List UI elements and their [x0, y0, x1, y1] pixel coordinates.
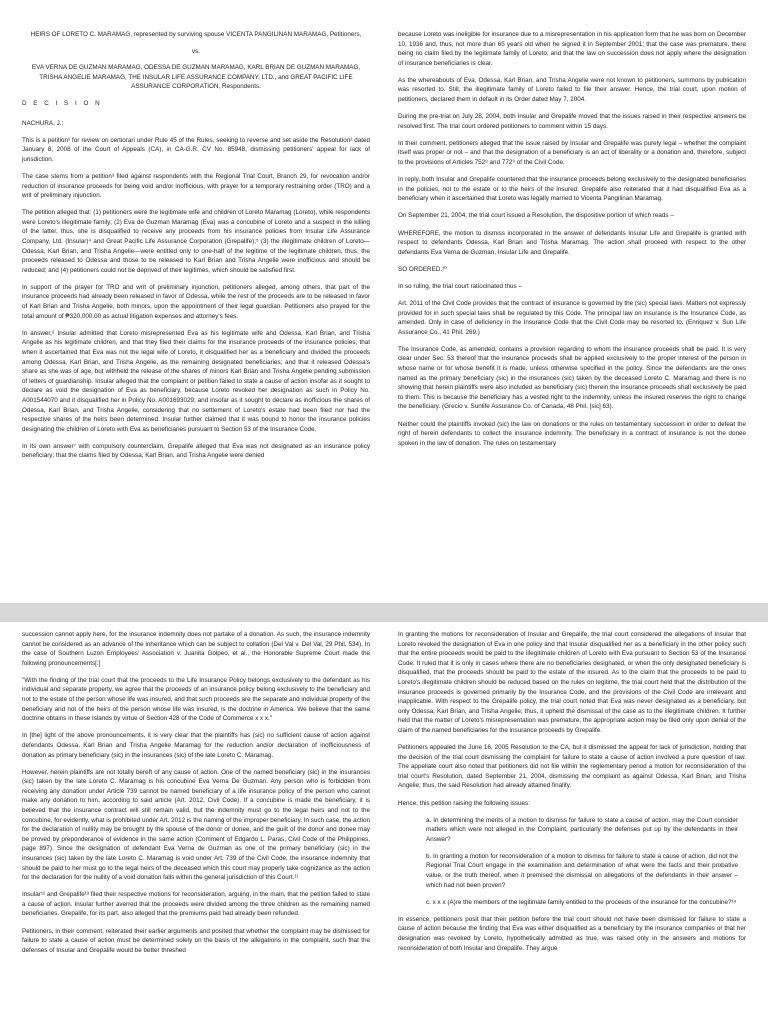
page-2-right-column	[398, 630, 746, 963]
paragraph: SO ORDERED.¹⁰	[398, 265, 447, 273]
paragraph: b. In granting a motion for reconsideration of a motion to dismiss for failure to state a cause of action, did not the Regional Trial Court engage in the examination and determination of what were the facts and their probative value, or the truth thereof, when it premised the dismissal on allegations of the defendants in their answer – which had not been proven?	[426, 852, 738, 889]
paragraph: succession cannot apply here, for the insurance indemnity does not partake of a donation. As such, the insurance indemnity cannot be considered as an advance of the inheritance which can be subject to collation (Del Val v. Del Val, 29 Phil. 534). In the case of Southern Luzon Employees' Association v. Juanita Golpeo, et al., the Honorable Supreme Court made the following pronouncements[:]	[22, 631, 370, 667]
paragraph: In so ruling, the trial court ratiocinated thus –	[398, 282, 522, 290]
paragraph: The petition alleged that: (1) petitioners were the legitimate wife and children of Loreto Maramag (Loreto), while respondents were Loreto's illegitimate family; (2) Eva de Guzman Maramag (Eva) was a concubine of Loreto and a suspect in the killing of the latter, thus, she is disqualified to receive any proceeds from his insurance policies from Insular Life Assurance Company, Ltd. (Insular)⁴ and Great Pacific Life Assurance Corporation (Grepalife);⁵ (3) the illegitimate children of Loreto—Odessa, Karl Brian, and Trisha Angelie—were entitled only to one-half of the legitime of the legitimate children, thus, the proceeds released to Odessa and those to be released to Karl Brian and Trisha Angelie were inofficious and should be reduced; and (4) petitioners could not be deprived of their legitimes, which should be satisfied first.	[22, 209, 370, 274]
section-heading: D E C I S I O N	[22, 99, 103, 107]
paragraph: In reply, both Insular and Grepalife countered that the insurance proceeds belong exclusively to the designated beneficiaries in the policies, not to the estate or to the heirs of the insured. Grepalife also reiterated that it had disqualified Eva as a beneficiary when it ascertained that Loreto was legally married to Vicenta Pangilinan Maramag.	[398, 176, 746, 203]
case-title: HEIRS OF LORETO C. MARAMAG, represented by surviving spouse VICENTA PANGILINAN MARAMAG, Petitioners,	[30, 31, 362, 38]
paragraph: NACHURA, J.:	[22, 119, 64, 127]
paragraph: During the pre-trial on July 28, 2004, both Insular and Grepalife moved that the issues raised in their respective answers be resolved first. The trial court ordered petitioners to comment within 15 days.	[398, 113, 746, 130]
paragraph: In support of the prayer for TRO and writ of preliminary injunction, petitioners alleged, among others, that part of the insurance proceeds had already been released in favor of Odessa, while the rest of the proceeds are to be released in favor of Karl Brian and Trisha Angelie, both minors, upon the appointment of their legal guardian. Petitioners also prayed for the total amount of ₱320,000.00 as actual litigation expenses and attorney's fees.	[22, 283, 370, 320]
paragraph: WHEREFORE, the motion to dismiss incorporated in the answer of defendants Insular Life and Grepalife is granted with respect to defendants Odessa, Karl Brian and Trisha Maramag. The action shall proceed with respect to the other defendants Eva Verna de Guzman, Insular Life and Grepalife.	[398, 229, 746, 256]
page-2-left-column	[22, 630, 370, 963]
paragraph: In granting the motions for reconsideration of Insular and Grepalife, the trial court considered the allegations of Insular that Loreto revoked the designation of Eva in one policy and that Insular disqualified her as a beneficiary in the other policy such that the entire proceeds would be paid to the illegitimate children of Loreto with Eva pursuant to Section 53 of the Insurance Code. It ruled that it is only in cases where there are no beneficiaries designated, or when the only designated beneficiary is disqualified, that the proceeds should be paid to the estate of the insured. As to the claim that the proceeds to be paid to Loreto's illegitimate children should be reduced based on the rules on legitime, the trial court held that the distribution of the insurance proceeds is governed primarily by the Insurance Code, and the provisions of the Civil Code are irrelevant and inapplicable. With respect to the Grepalife policy, the trial court noted that Eva was never designated as a beneficiary, but only Odessa, Karl Brian, and Trisha Angelie; thus, it upheld the dismissal of the case as to the illegitimate children. It further held that the matter of Loreto's misrepresentation was premature; the appropriate action may be filed only upon denial of the claim of the named beneficiaries for the insurance proceeds by Grepalife.	[398, 631, 746, 734]
paragraph: The Insurance Code, as amended, contains a provision regarding to whom the insurance proceeds shall be paid. It is very clear under Sec. 53 thereof that the insurance proceeds shall be applied exclusively to the proper interest of the person in whose name or for whose benefit it is made, unless otherwise specified in the policy. Since the defendants are the ones named as the primary beneficiary (sic) in the insurances (sic) taken by the deceased Loreto C. Maramag and there is no showing that herein plaintiffs were also included as beneficiary (sic) therein the insurance proceeds shall exclusively be paid to them. This is because the beneficiary has a vested right to the indemnity, unless the insured reserves the right to change the beneficiary. (Grecio v. Sunlife Assurance Co. of Canada, 48 Phil. [sic] 63).	[398, 345, 746, 411]
paragraph: Petitioners, in their comment, reiterated their earlier arguments and posited that whether the complaint may be dismissed for failure to state a cause of action must be determined solely on the basis of the allegations in the complaint, such that the defenses of Insular and Grepalife would be better threshed	[22, 927, 370, 954]
paragraph: because Loreto was ineligible for insurance due to a misrepresentation in his application form that he was born on December 10, 1936 and, thus, not more than 65 years old when he signed it in September 2001; that the case was premature, there being no claim filed by the legitimate family of Loreto; and that the law on succession does not apply where the designation of insurance beneficiaries is clear.	[398, 31, 746, 67]
paragraph: "With the finding of the trial court that the proceeds to the Life Insurance Policy belongs exclusively to the defendant as his individual and separate property, we agree that the proceeds of an insurance policy belong exclusively to the beneficiary and not to the estate of the person whose life was insured, and that such proceeds are the separate and individual property of the beneficiary and not of the heirs of the person whose life was insured, is the doctrine in America. We believe that the same doctrine obtains in these Islands by virtue of Section 428 of the Code of Commerce x x x."	[22, 676, 370, 723]
case-title: vs.	[191, 47, 201, 55]
paragraph: Neither could the plaintiffs invoked (sic) the law on donations or the rules on testamentary succession in order to defeat the right of herein defendants to collect the insurance indemnity. The beneficiary in a contract of insurance is not the donee spoken in the law of donation. The rules on testamentary	[398, 420, 746, 447]
paragraph: However, herein plaintiffs are not totally bereft of any cause of action. One of the named beneficiary (sic) in the insurances (sic) taken by the late Loreto C. Maramag is his concubine Eva Verna De Guzman. Any person who is forbidden from receiving any donation under Article 739 cannot be named beneficiary of a life insurance policy of the person who cannot make any donation to him, according to said article (Art. 2012, Civil Code). If a concubine is made the beneficiary, it is believed that the insurance contract will still remain valid, but the indemnity must go to the legal heirs and not to the concubine, for evidently, what is prohibited under Art. 2012 is the naming of the improper beneficiary. In such case, the action for the declaration of nullity may be brought by the spouse of the donor or donee, and the guilt of the donor and donee may be proved by preponderance of evidence in the same action (Comment of Edgardo L. Paras, Civil Code of the Philippines, page 897). Since the designation of defendant Eva Verna de Guzman as one of the primary beneficiary (sic) in the insurances (sic) taken by the late Loreto C. Maramag is void under Art. 739 of the Civil Code, the insurance indemnity that should be paid to her must go to the legal heirs of the deceased which this court may properly take cognizance as the action for the declaration for the nullity of a void donation falls within the general jurisdiction of this Court.¹¹	[22, 768, 370, 882]
paragraph: In its own answer⁷ with compulsory counterclaim, Grepalife alleged that Eva was not designated as an insurance policy beneficiary; that the claims filed by Odessa, Karl Brian, and Trisha Angelie were denied	[22, 442, 370, 460]
page-separator	[0, 603, 768, 622]
page-1-right-column	[398, 30, 746, 468]
paragraph: As the whereabouts of Eva, Odessa, Karl Brian, and Trisha Angelie were not known to petitioners, summons by publication was resorted to. Still, the illegitimate family of Loreto failed to file their answer. Hence, the trial court, upon motion of petitioners, declared them in default in its Order dated May 7, 2004.	[398, 76, 746, 104]
paragraph: This is a petition¹ for review on certiorari under Rule 45 of the Rules, seeking to reverse and set aside the Resolution² dated January 8, 2008 of the Court of Appeals (CA), in CA-G.R. CV No. 85948, dismissing petitioners' appeal for lack of jurisdiction.	[22, 136, 370, 163]
paragraph: Hence, this petition raising the following issues:	[398, 799, 530, 807]
paragraph: The case stems from a petition³ filed against respondents with the Regional Trial Court, Branch 29, for revocation and/or reduction of insurance proceeds for being void and/or inofficious, with prayer for a temporary restraining order (TRO) and a writ of preliminary injunction.	[22, 172, 370, 200]
paragraph: Art. 2011 of the Civil Code provides that the contract of insurance is governed by the (sic) special laws. Matters not expressly provided for in such special laws shall be regulated by this Code. The principal law on insurance is the Insurance Code, as amended. Only in case of deficiency in the Insurance Code that the Civil Code may be resorted to. (Enriquez v. Sun Life Assurance Co., 41 Phil. 269.)	[398, 299, 746, 336]
document-page-2	[0, 622, 768, 1024]
paragraph: a. In determining the merits of a motion to dismiss for failure to state a cause of action, may the Court consider matters which were not alleged in the Complaint, particularly the defenses put up by the defendants in their Answer?	[426, 816, 738, 843]
paragraph: Petitioners appealed the June 16, 2005 Resolution to the CA, but it dismissed the appeal for lack of jurisdiction, holding that the decision of the trial court dismissing the complaint for failure to state a cause of action involved a pure question of law. The appellate court also noted that petitioners did not file within the reglementary period a motion for reconsideration of the trial court's Resolution, dated September 21, 2004, dismissing the complaint as against Odessa, Karl Brian, and Trisha Angelie; thus, the said Resolution had already attained finality.	[398, 744, 746, 790]
paragraph: In essence, petitioners posit that their petition before the trial court should not have been dismissed for failure to state a cause of action because the finding that Eva was either disqualified as a beneficiary by the insurance companies or that her designation was revoked by Loreto, hypothetically admitted as true, was raised only in the answers and motions for reconsideration of both Insular and Grepalife. They argue	[398, 915, 746, 952]
page-1-left-column	[22, 30, 370, 468]
paragraph: c. x x x (A)re the members of the legitimate family entitled to the proceeds of the insurance for the concubine?¹⁴	[426, 898, 737, 906]
paragraph: In answer,⁶ Insular admitted that Loreto misrepresented Eva as his legitimate wife and Odessa, Karl Brian, and Trisha Angelie as his legitimate children, and that they filed their claims for the insurance proceeds of the insurance policies; that when it ascertained that Eva was not the legal wife of Loreto, it disqualified her as a beneficiary and divided the proceeds among Odessa, Karl Brian, and Trisha Angelie, as the remaining designated beneficiaries; and that it released Odessa's share as she was of age, but withheld the release of the shares of minors Karl Brian and Trisha Angelie pending submission of letters of guardianship. Insular alleged that the complaint or petition failed to state a cause of action insofar as it sought to declare as void the designation of Eva as beneficiary, because Loreto revoked her designation as such in Policy No. A001544070 and it disqualified her in Policy No. A001693029; and insofar as it sought to declare as inofficious the shares of Odessa, Karl Brian, and Trisha Angelie, considering that no settlement of Loreto's estate had been filed nor had the respective shares of the heirs been determined. Insular further claimed that it was bound to honor the insurance policies designating the children of Loreto with Eva as beneficiaries pursuant to Section 53 of the Insurance Code.	[22, 329, 370, 433]
case-title: EVA VERNA DE GUZMAN MARAMAG, ODESSA DE GUZMAN MARAMAG, KARL BRIAN DE GUZMAN MARAMAG, TRISHA ANGELIE MARAMAG, THE INSULAR LIFE ASSURANCE COMPANY, LTD., and GREAT PACIFIC LIFE ASSURANCE CORPORATION, Respondents.	[31, 64, 361, 91]
paragraph: Insular¹² and Grepalife¹³ filed their respective motions for reconsideration, arguing, in the main, that the petition failed to state a cause of action. Insular further averred that the proceeds were divided among the three children as the remaining named beneficiaries. Grepalife, for its part, also alleged that the premiums paid had already been refunded.	[22, 891, 370, 918]
paragraph: On September 21, 2004, the trial court issued a Resolution, the dispositive portion of which reads –	[398, 212, 674, 220]
paragraph: In [the] light of the above pronouncements, it is very clear that the plaintiffs has (sic) no sufficient cause of action against defendants Odessa, Karl Brian and Trisha Angelie Maramag for the reduction and/or declaration of inofficiousness of donation as primary beneficiary (sic) in the insurances (sic) of the late Loreto C. Maramag.	[22, 732, 370, 759]
paragraph: In their comment, petitioners alleged that the issue raised by Insular and Grepalife was purely legal – whether the complaint itself was proper or not – and that the designation of a beneficiary is an act of liberality or a donation and, therefore, subject to the provisions of Articles 752⁸ and 772⁹ of the Civil Code.	[398, 139, 746, 167]
